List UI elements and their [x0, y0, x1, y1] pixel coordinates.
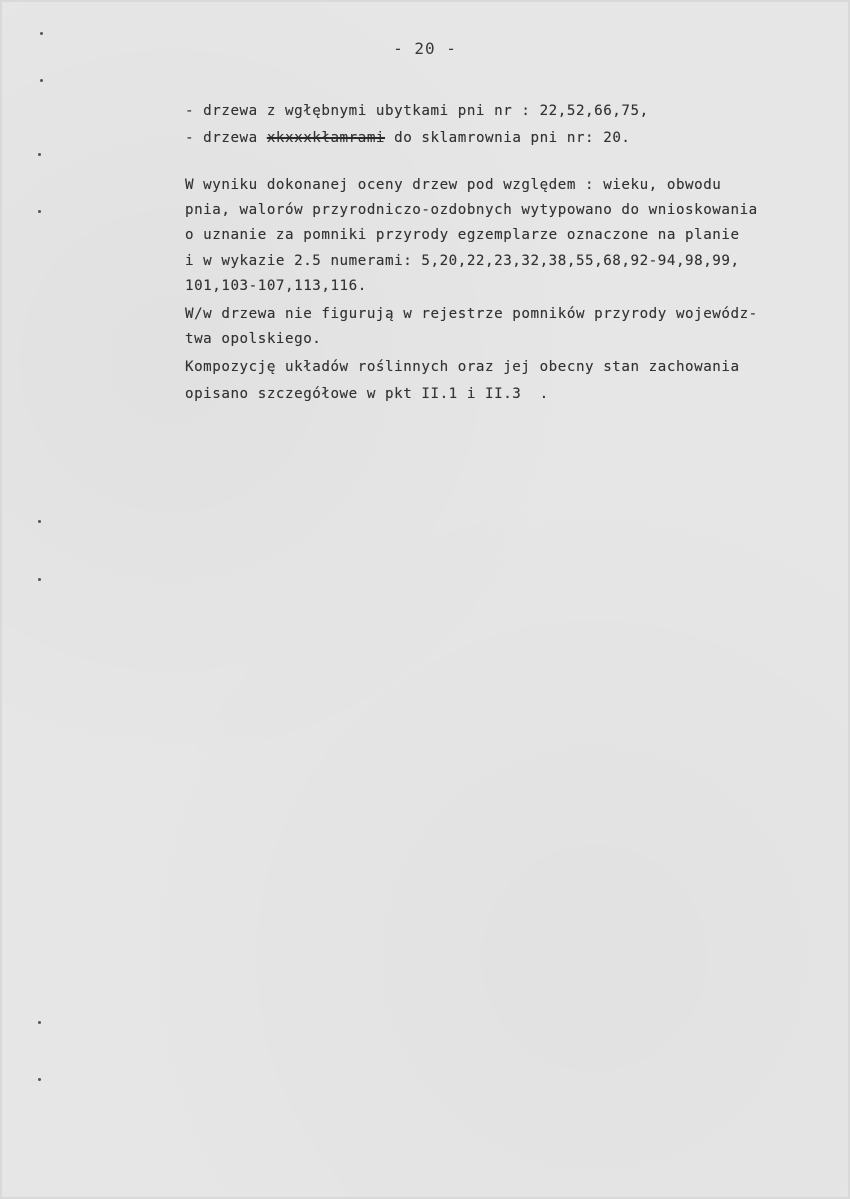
speck-mark	[38, 1078, 41, 1081]
speck-mark	[40, 32, 43, 35]
speck-mark	[38, 210, 41, 213]
paragraph-line: pnia, walorów przyrodniczo-ozdobnych wytypowano do wnioskowania	[185, 202, 758, 218]
paragraph-line: 101,103-107,113,116.	[185, 278, 367, 294]
speck-mark	[38, 153, 41, 156]
paragraph-line: o uznanie za pomniki przyrody egzemplarze oznaczone na planie	[185, 227, 740, 243]
paragraph-line: Kompozycję układów roślinnych oraz jej obecny stan zachowania	[185, 359, 740, 375]
list-item: - drzewa z wgłębnymi ubytkami pni nr : 22,52,66,75,	[185, 103, 649, 119]
paragraph-line: W wyniku dokonanej oceny drzew pod względem : wieku, obwodu	[185, 177, 722, 193]
speck-mark	[38, 520, 41, 523]
list-item-prefix: - drzewa	[185, 130, 267, 146]
speck-mark	[38, 578, 41, 581]
paragraph-line: i w wykazie 2.5 numerami: 5,20,22,23,32,38,55,68,92-94,98,99,	[185, 253, 740, 269]
struck-through-word: xkxxxkłamrami	[266, 130, 386, 146]
document-page	[2, 2, 848, 1197]
list-item	[185, 130, 631, 146]
speck-mark	[40, 79, 43, 82]
paragraph-line: twa opolskiego.	[185, 331, 322, 347]
paragraph-line: opisano szczegółowe w pkt II.1 i II.3 .	[185, 386, 549, 402]
page-number: - 20 -	[393, 39, 457, 58]
speck-mark	[38, 1021, 41, 1024]
paragraph-line: W/w drzewa nie figurują w rejestrze pomników przyrody wojewódz-	[185, 306, 758, 322]
list-item-suffix: do sklamrownia pni nr: 20.	[385, 130, 631, 146]
